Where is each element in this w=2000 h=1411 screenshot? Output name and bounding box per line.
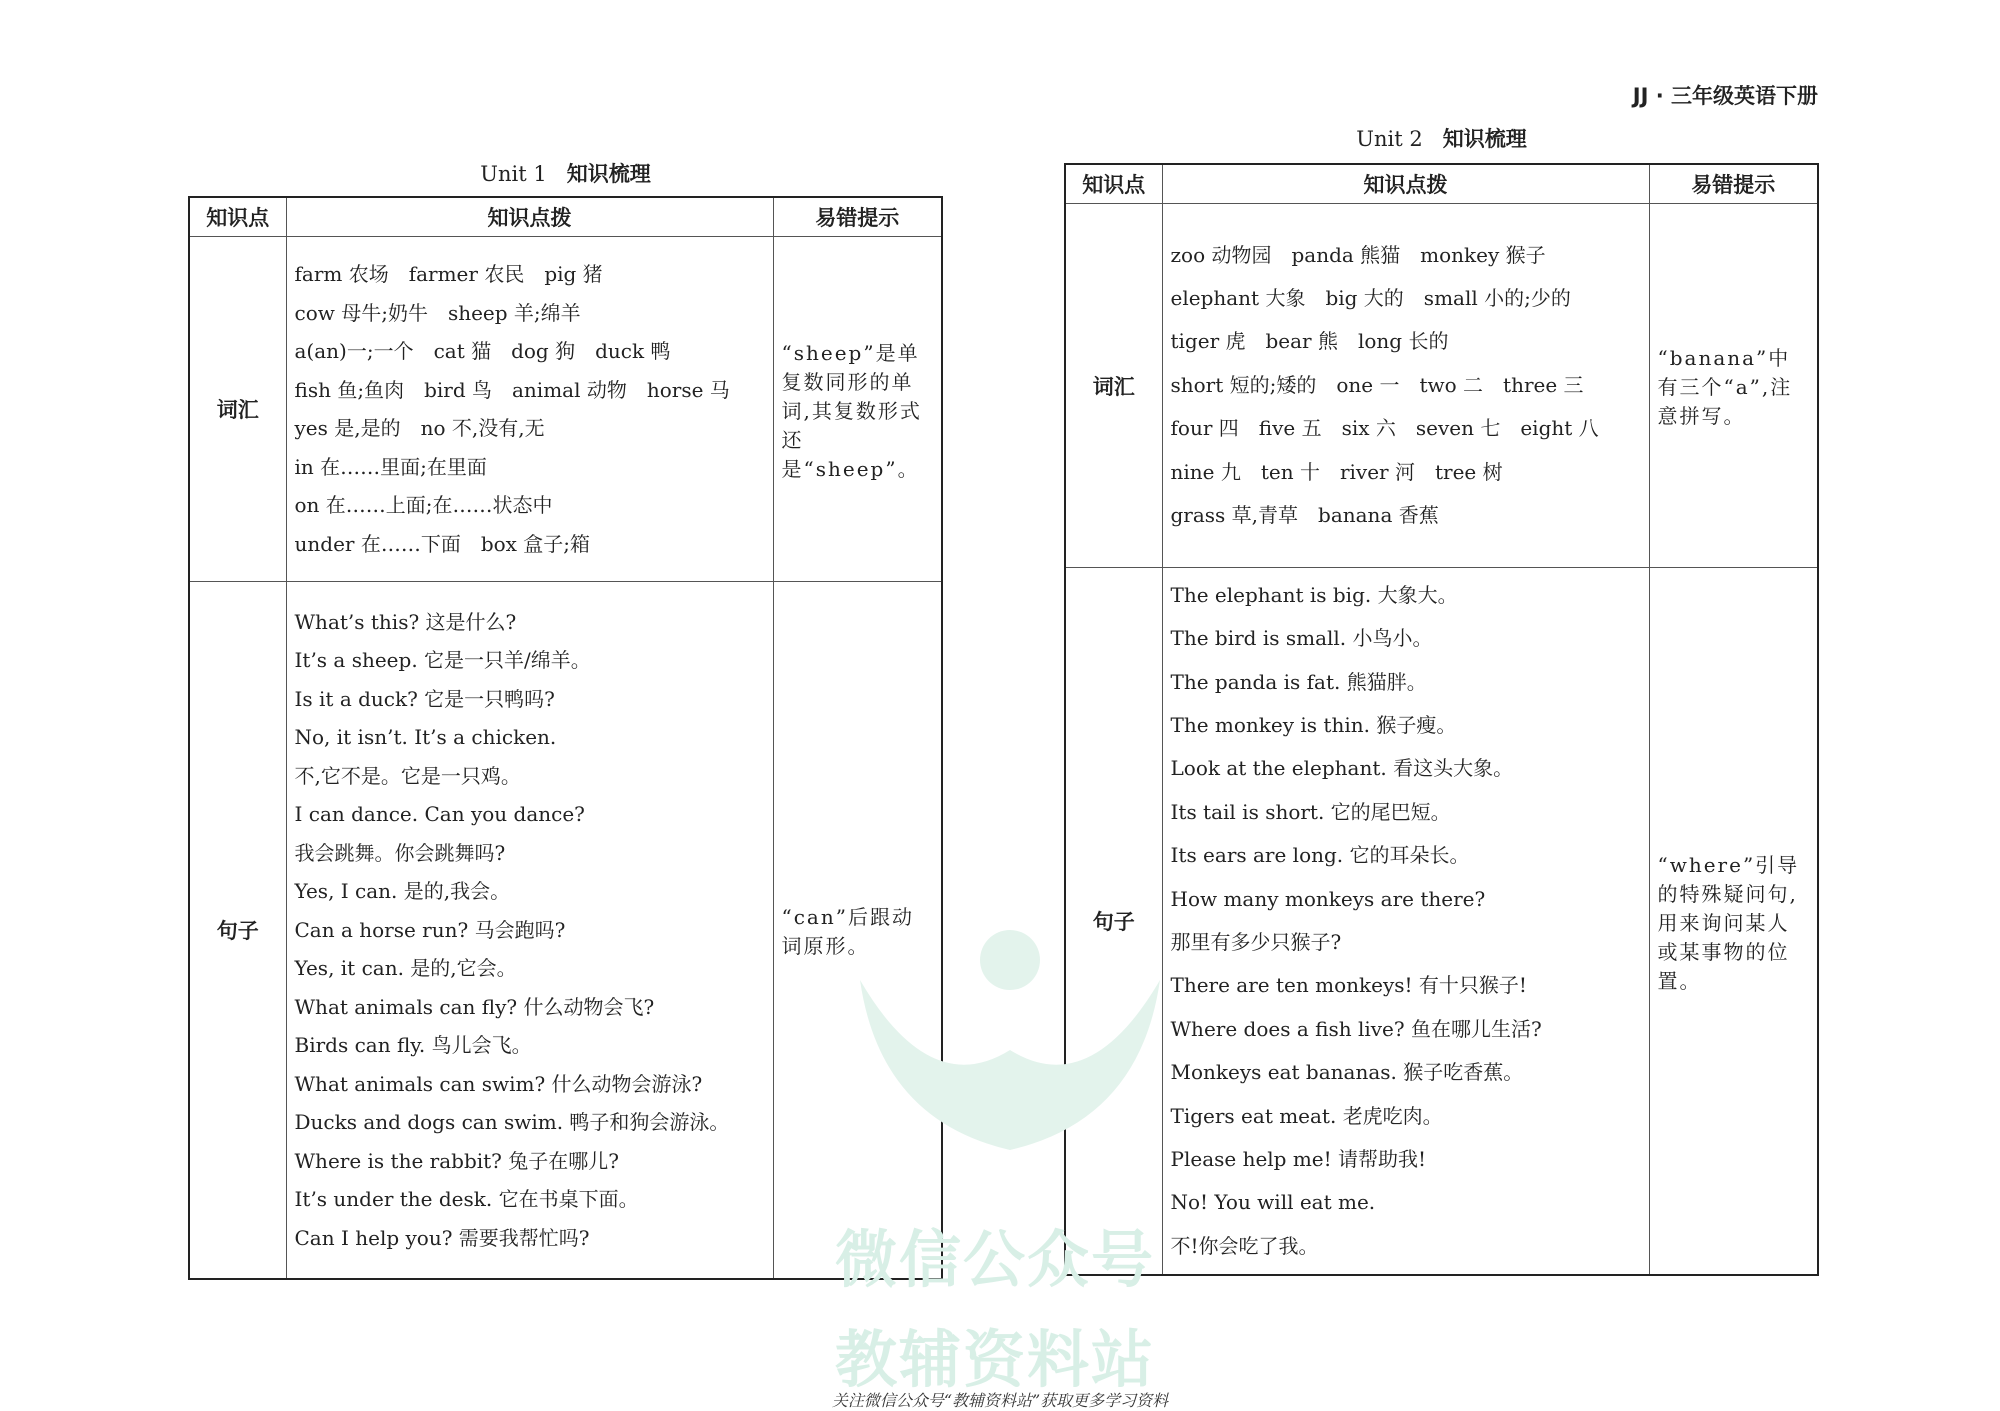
- unit2-table: [1064, 163, 1819, 1276]
- list-item: What animals can swim? 什么动物会游泳?: [294, 1071, 703, 1096]
- col-header: 知识点拨: [1162, 164, 1649, 204]
- list-item: No! You will eat me.: [1170, 1190, 1376, 1215]
- sentence-list: [1162, 568, 1649, 1276]
- list-item: nine 九 ten 十 river 河 tree 树: [1170, 459, 1503, 484]
- list-item: Monkeys eat bananas. 猴子吃香蕉。: [1170, 1060, 1524, 1085]
- row-label: 词汇: [189, 237, 286, 582]
- list-item: Is it a duck? 它是一只鸭吗?: [294, 686, 555, 711]
- list-item: on 在……上面;在……状态中: [294, 493, 553, 517]
- title-label: 知识梳理: [1442, 127, 1527, 151]
- list-item: Yes, it can. 是的,它会。: [294, 956, 517, 981]
- list-item: tiger 虎 bear 熊 long 长的: [1170, 329, 1449, 354]
- title-label: 知识梳理: [566, 162, 651, 186]
- unit1-title: [188, 158, 943, 188]
- list-item: a(an)一;一个 cat 猫 dog 狗 duck 鸭: [294, 339, 671, 363]
- list-item: in 在……里面;在里面: [294, 454, 487, 479]
- list-item: fish 鱼;鱼肉 bird 鸟 animal 动物 horse 马: [294, 377, 730, 402]
- tip: “can”后跟动词原形。: [773, 582, 942, 1280]
- row-label: 句子: [1065, 568, 1162, 1276]
- list-item: under 在……下面 box 盒子;箱: [294, 531, 591, 556]
- list-item: Yes, I can. 是的,我会。: [294, 879, 511, 904]
- list-item: yes 是,是的 no 不,没有,无: [294, 416, 545, 440]
- list-item: It’s under the desk. 它在书桌下面。: [294, 1187, 639, 1212]
- list-item: What’s this? 这是什么?: [294, 609, 517, 634]
- list-item: cow 母牛;奶牛 sheep 羊;绵羊: [294, 300, 581, 325]
- vocab-list: [1162, 204, 1649, 568]
- unit-label: Unit 2: [1356, 127, 1423, 151]
- list-item: It’s a sheep. 它是一只羊/绵羊。: [294, 648, 591, 673]
- vocab-list: [286, 237, 773, 582]
- list-item: Its tail is short. 它的尾巴短。: [1170, 799, 1451, 824]
- list-item: Where does a fish live? 鱼在哪儿生活?: [1170, 1016, 1542, 1041]
- list-item: 不!你会吃了我。: [1170, 1233, 1319, 1258]
- list-item: 不,它不是。它是一只鸡。: [294, 763, 521, 788]
- watermark-text: 微信公众号: [835, 1223, 1156, 1296]
- row-label: 句子: [189, 582, 286, 1280]
- list-item: four 四 five 五 six 六 seven 七 eight 八: [1170, 416, 1599, 441]
- list-item: There are ten monkeys! 有十只猴子!: [1170, 973, 1527, 998]
- list-item: I can dance. Can you dance?: [294, 802, 585, 827]
- row-label: 词汇: [1065, 204, 1162, 568]
- list-item: Please help me! 请帮助我!: [1170, 1147, 1427, 1172]
- list-item: No, it isn’t. It’s a chicken.: [294, 725, 557, 750]
- list-item: The bird is small. 小鸟小。: [1170, 626, 1433, 651]
- list-item: Tigers eat meat. 老虎吃肉。: [1170, 1103, 1443, 1128]
- list-item: The monkey is thin. 猴子瘦。: [1170, 712, 1457, 737]
- unit-label: Unit 1: [480, 162, 547, 186]
- list-item: Look at the elephant. 看这头大象。: [1170, 756, 1514, 781]
- list-item: 我会跳舞。你会跳舞吗?: [294, 840, 506, 865]
- book-header: JJ · 三年级英语下册: [1632, 84, 1818, 108]
- footer-note: 关注微信公众号“教辅资料站”获取更多学习资料: [831, 1391, 1169, 1410]
- list-item: How many monkeys are there?: [1170, 886, 1486, 911]
- list-item: grass 草,青草 banana 香蕉: [1170, 503, 1439, 528]
- sentence-list: [286, 582, 773, 1280]
- list-item: What animals can fly? 什么动物会飞?: [294, 994, 655, 1019]
- list-item: elephant 大象 big 大的 small 小的;少的: [1170, 285, 1571, 310]
- list-item: short 短的;矮的 one 一 two 二 three 三: [1170, 372, 1584, 397]
- list-item: The elephant is big. 大象大。: [1170, 582, 1458, 607]
- list-item: Can a horse run? 马会跑吗?: [294, 917, 566, 942]
- col-header: 易错提示: [1649, 164, 1818, 204]
- list-item: The panda is fat. 熊猫胖。: [1170, 669, 1427, 694]
- col-header: 知识点: [1065, 164, 1162, 204]
- col-header: 知识点拨: [286, 197, 773, 237]
- unit1-table: [188, 196, 943, 1280]
- list-item: Ducks and dogs can swim. 鸭子和狗会游泳。: [294, 1110, 730, 1135]
- watermark-text: 教辅资料站: [835, 1323, 1156, 1396]
- col-header: 易错提示: [773, 197, 942, 237]
- list-item: farm 农场 farmer 农民 pig 猪: [294, 262, 603, 286]
- list-item: Can I help you? 需要我帮忙吗?: [294, 1225, 590, 1250]
- list-item: Birds can fly. 鸟儿会飞。: [294, 1033, 532, 1058]
- col-header: 知识点: [189, 197, 286, 237]
- list-item: Its ears are long. 它的耳朵长。: [1170, 843, 1470, 868]
- tip: “where”引导的特殊疑问句,用来询问某人或某事物的位置。: [1649, 568, 1818, 1276]
- list-item: 那里有多少只猴子?: [1170, 930, 1342, 954]
- list-item: zoo 动物园 panda 熊猫 monkey 猴子: [1170, 242, 1546, 267]
- unit2-title: [1064, 123, 1819, 153]
- tip: “banana”中有三个“a”,注意拼写。: [1649, 204, 1818, 568]
- tip: “sheep”是单复数同形的单词,其复数形式还是“sheep”。: [773, 237, 942, 582]
- list-item: Where is the rabbit? 兔子在哪儿?: [294, 1148, 619, 1173]
